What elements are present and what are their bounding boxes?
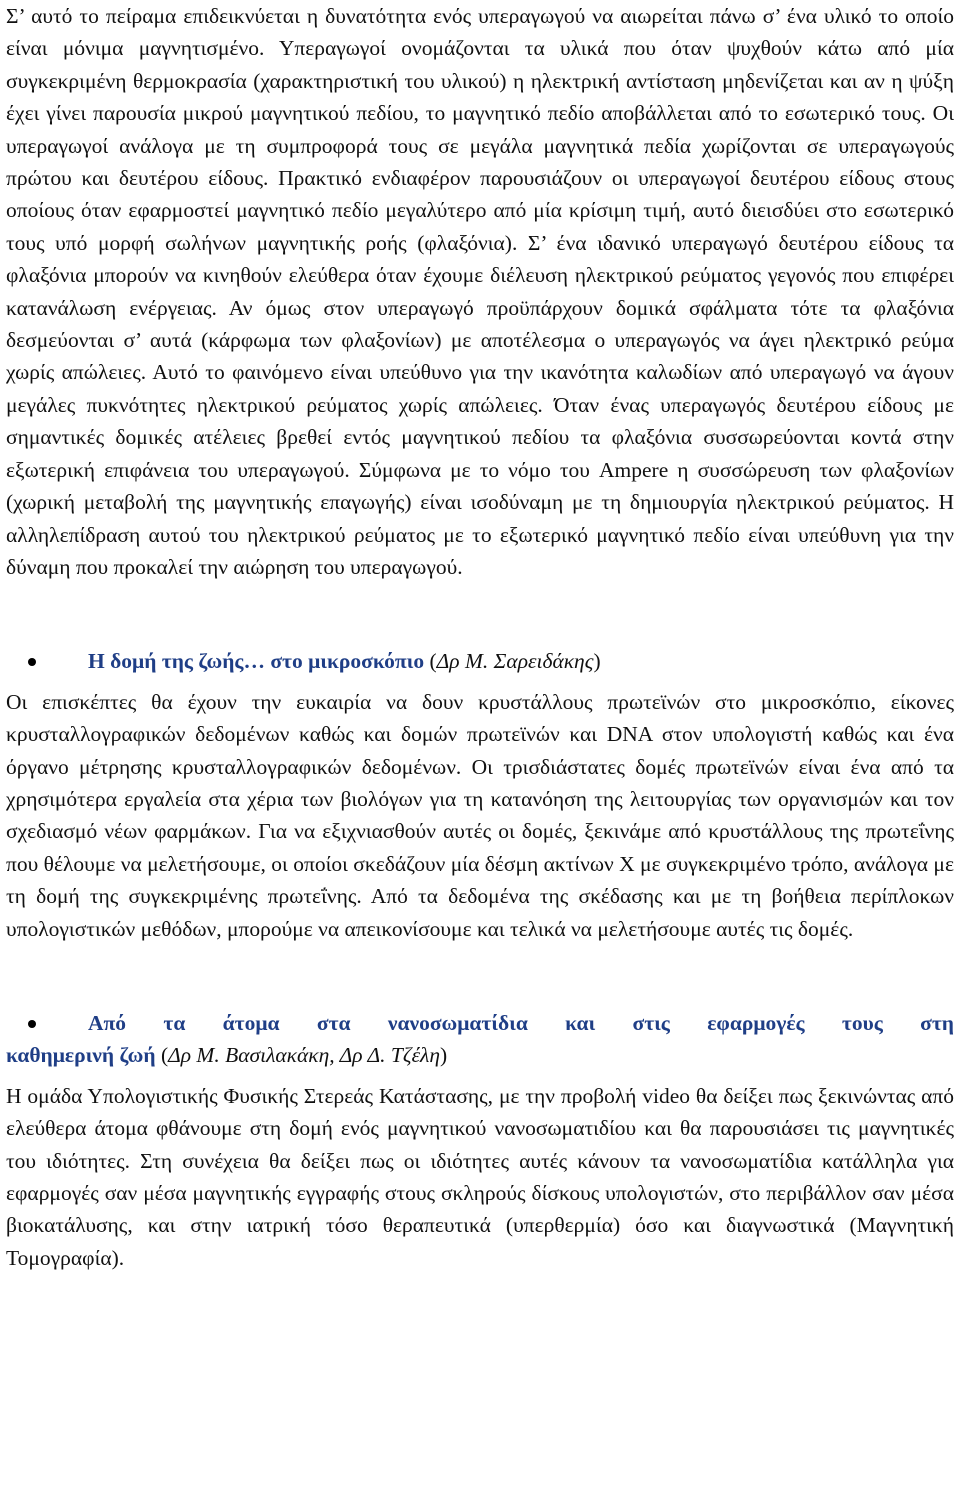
section-heading: Από τα άτομα στα νανοσωματίδια και στις εφαρμογές τους στη καθημερινή ζωή (Δρ Μ. Βασιλακάκη, Δρ Δ. Τζέλη) [6,1010,954,1068]
section-title-line-2: καθημερινή ζωή [6,1043,156,1068]
intro-paragraph: Σ’ αυτό το πείραμα επιδεικνύεται η δυνατότητα ενός υπεραγωγού να αιωρείται πάνω σ’ ένα υλικό το οποίο είναι μόνιμα μαγνητισμένο. Υπεραγωγοί ονομάζονται τα υλικά που όταν ψυχθούν κάτω από μία συγκεκριμένη θερμοκρασία (χαρακτηριστική του υλικού) η ηλεκτρική αντίσταση μηδενίζεται και αν η ψύξη έχει γίνει παρουσία μικρού μαγνητικού πεδίου, το μαγνητικό πεδίο αποβάλλεται από το εσωτερικό τους. Οι υπεραγωγοί ανάλογα με τη συμπροφορά τους σε μεγάλα μαγνητικά πεδία χωρίζονται σε υπεραγωγούς πρώτου και δευτέρου είδους. Πρακτικό ενδιαφέρον παρουσιάζουν οι υπεραγωγοί δευτέρου είδους στους οποίους όταν εφαρμοστεί μαγνητικό πεδίο μεγαλύτερο από μία κρίσιμη τιμή, αυτό διεισδύει στο εσωτερικό τους υπό μορφή σωλήνων μαγνητικής ροής (φλαξόνια). Σ’ ένα ιδανικό υπεραγωγό δευτέρου είδους τα φλαξόνια μπορούν να κινηθούν ελεύθερα όταν έχουμε διέλευση ηλεκτρικού ρεύματος γεγονός που επιφέρει κατανάλωση ενέργειας. Αν όμως στον υπεραγωγό προϋπάρχουν δομικά σφάλματα τότε τα φλαξόνια δεσμεύονται σ’ αυτά (κάρφωμα των φλαξονίων) με αποτέλεσμα ο υπεραγωγός να άγει ηλεκτρικό ρεύμα χωρίς απώλειες. Αυτό το φαινόμενο είναι υπεύθυνο για την ικανότητα καλωδίων από υπεραγωγό να άγουν μεγάλες πυκνότητες ηλεκτρικού ρεύματος χωρίς απώλειες. Όταν ένας υπεραγωγός δευτέρου είδους με σημαντικές δομικές ατέλειες βρεθεί εντός μαγνητικού πεδίου τα φλαξόνια συσσωρεύονται κοντά στην εξωτερική επιφάνεια του υπεραγωγού. Σύμφωνα με το νόμο του Ampere η συσσώρευση των φλαξονίων (χωρική μεταβολή της μαγνητικής επαγωγής) είναι ισοδύναμη με τη δημιουργία ηλεκτρικού ρεύματος. Η αλληλεπίδραση αυτού του ηλεκτρικού ρεύματος με το εξωτερικό μαγνητικό πεδίο είναι υπεύθυνη για την δύναμη που προκαλεί την αιώρηση του υπεραγωγού. [6,4,954,579]
section-heading: Η δομή της ζωής… στο μικροσκόπιο (Δρ Μ. Σαρειδάκης) [6,645,954,677]
section-structure-of-life [6,645,954,945]
section-title-line-1: Από τα άτομα στα νανοσωματίδια και στις εφαρμογές τους στη [88,1010,954,1035]
section-body: Οι επισκέπτες θα έχουν την ευκαιρία να δουν κρυστάλλους πρωτεϊνών στο μικροσκόπιο, είκονες κρυσταλλογραφικών δεδομένων καθώς και δομών πρωτεϊνών και DNA στον υπολογιστή καθώς και ένα όργανο μέτρησης κρυσταλλογραφικών δεδομένων. Οι τρισδιάστατες δομές πρωτεϊνών είναι ένα από τα χρησιμότερα εργαλεία στα χέρια των βιολόγων για τη κατανόηση της λειτουργίας των οργανισμών και τον σχεδιασμό νέων φαρμάκων. Για να εξιχνιασθούν αυτές οι δομές, ξεκινάμε από κρυστάλλους της πρωτεΐνης που θέλουμε να μελετήσουμε, οι οποίοι σκεδάζουν μία δέσμη ακτίνων Χ με συγκεκριμένο τρόπο, ανάλογα με τη δομή της συγκεκριμένης πρωτεΐνης. Από τα δεδομένα της σκέδασης και με τη βοήθεια περίπλοκων υπολογιστικών μεθόδων, μπορούμε να απεικονίσουμε και τελικά να μελετήσουμε αυτές τις δομές. [6,689,954,941]
section-body: Η ομάδα Υπολογιστικής Φυσικής Στερεάς Κατάστασης, με την προβολή video θα δείξει πως ξεκινώντας από ελεύθερα άτομα φθάνουμε στη δομή ενός μαγνητικού νανοσωματιδίου και θα παρουσιάσει τις μαγνητικές του ιδιότητες. Στη συνέχεια θα δείξει πως οι ιδιότητες αυτές κάνουν τα νανοσωματίδια κατάλληλα για εφαρμογές σαν μέσα μαγνητικής εγγραφής στους σκληρούς δίσκους υπολογιστών, στο περιβάλλον σαν μέσα βιοκατάλυσης, και στην ιατρική τόσο θεραπευτικά (υπερθερμία) όσο και διαγνωστικά (Μαγνητική Τομογραφία). [6,1083,954,1270]
bullet-icon [28,1020,36,1028]
section-authors: Δρ Μ. Σαρειδάκης [436,649,594,674]
section-title: Η δομή της ζωής… στο μικροσκόπιο [88,649,425,674]
bullet-icon [28,658,36,666]
section-atoms-to-nanoparticles [6,1007,954,1274]
section-authors: Δρ Μ. Βασιλακάκη, Δρ Δ. Τζέλη [168,1043,441,1068]
document-page [6,0,954,1274]
